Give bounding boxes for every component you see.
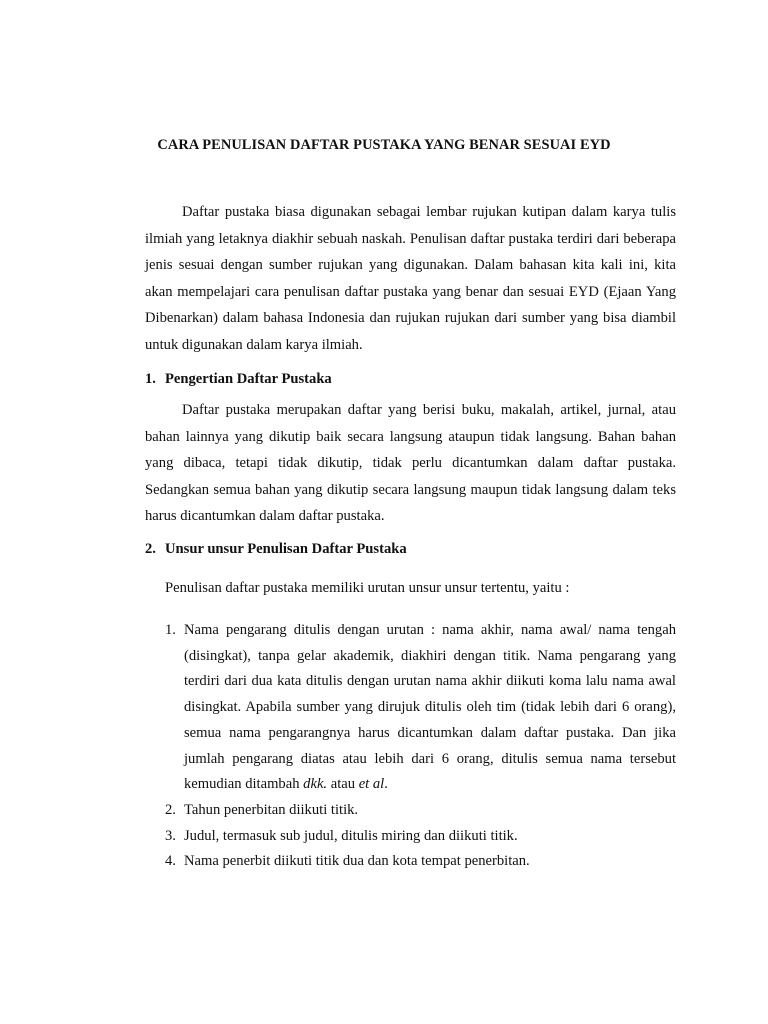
list-item	[165, 618, 676, 798]
list-item-number: 4.	[165, 853, 176, 870]
section-2-heading	[145, 541, 407, 558]
section-1-number: 1.	[145, 371, 156, 387]
section-2-lead: Penulisan daftar pustaka memiliki urutan unsur unsur tertentu, yaitu :	[165, 580, 570, 596]
list-item	[165, 798, 676, 824]
list-item-text: Judul, termasuk sub judul, ditulis miring dan diikuti titik.	[184, 827, 518, 844]
list-item-text: Nama penerbit diikuti titik dua dan kota tempat penerbitan.	[184, 853, 530, 870]
list-item	[165, 824, 676, 850]
list-item-number: 1.	[165, 622, 176, 638]
list-item-italic: dkk.	[303, 776, 328, 793]
list-item-number: 3.	[165, 827, 176, 844]
unsur-list	[165, 618, 676, 875]
section-1-title: Pengertian Daftar Pustaka	[165, 371, 332, 387]
list-item-text: Tahun penerbitan diikuti titik.	[184, 801, 359, 818]
document-title: CARA PENULISAN DAFTAR PUSTAKA YANG BENAR SESUAI EYD	[157, 137, 611, 153]
section-2-title: Unsur unsur Penulisan Daftar Pustaka	[165, 541, 407, 557]
list-item-end: .	[384, 776, 388, 793]
list-item-text: Nama pengarang ditulis dengan urutan : nama akhir, nama awal/ nama tengah (disingkat), tanpa gelar akademik, diakhiri dengan titik. Nama pengarang yang terdiri dari dua kata ditulis dengan urutan nama akhir diikuti koma lalu nama awal disingkat. Apabila sumber yang dirujuk ditulis oleh tim (tidak lebih dari 6 orang), semua nama pengarangnya harus dicantumkan dalam daftar pustaka. Dan jika jumlah pengarang diatas atau lebih dari 6 orang, ditulis semua nama tersebut kemudian ditambah	[184, 622, 676, 793]
list-item-number: 2.	[165, 801, 176, 818]
intro-paragraph: Daftar pustaka biasa digunakan sebagai lembar rujukan kutipan dalam karya tulis ilmiah yang letaknya diakhir sebuah naskah. Penulisan daftar pustaka terdiri dari beberapa jenis sesuai dengan sumber rujukan yang digunakan. Dalam bahasan kita kali ini, kita akan mempelajari cara penulisan daftar pustaka yang benar dan sesuai EYD (Ejaan Yang Dibenarkan) dalam bahasa Indonesia dan rujukan rujukan dari sumber yang bisa diambil untuk digunakan dalam karya ilmiah.	[145, 204, 676, 353]
section-2-number: 2.	[145, 541, 156, 557]
list-item-italic: et al	[358, 776, 385, 793]
list-item	[165, 849, 676, 875]
section-1-heading	[145, 371, 332, 388]
section-1-paragraph: Daftar pustaka merupakan daftar yang berisi buku, makalah, artikel, jurnal, atau bahan lainnya yang dikutip baik secara langsung ataupun tidak langsung. Bahan bahan yang dibaca, tetapi tidak dikutip, tidak perlu dicantumkan dalam daftar pustaka. Sedangkan semua bahan yang dikutip secara langsung maupun tidak langsung dalam teks harus dicantumkan dalam daftar pustaka.	[145, 402, 676, 524]
list-item-joiner: atau	[330, 776, 356, 793]
